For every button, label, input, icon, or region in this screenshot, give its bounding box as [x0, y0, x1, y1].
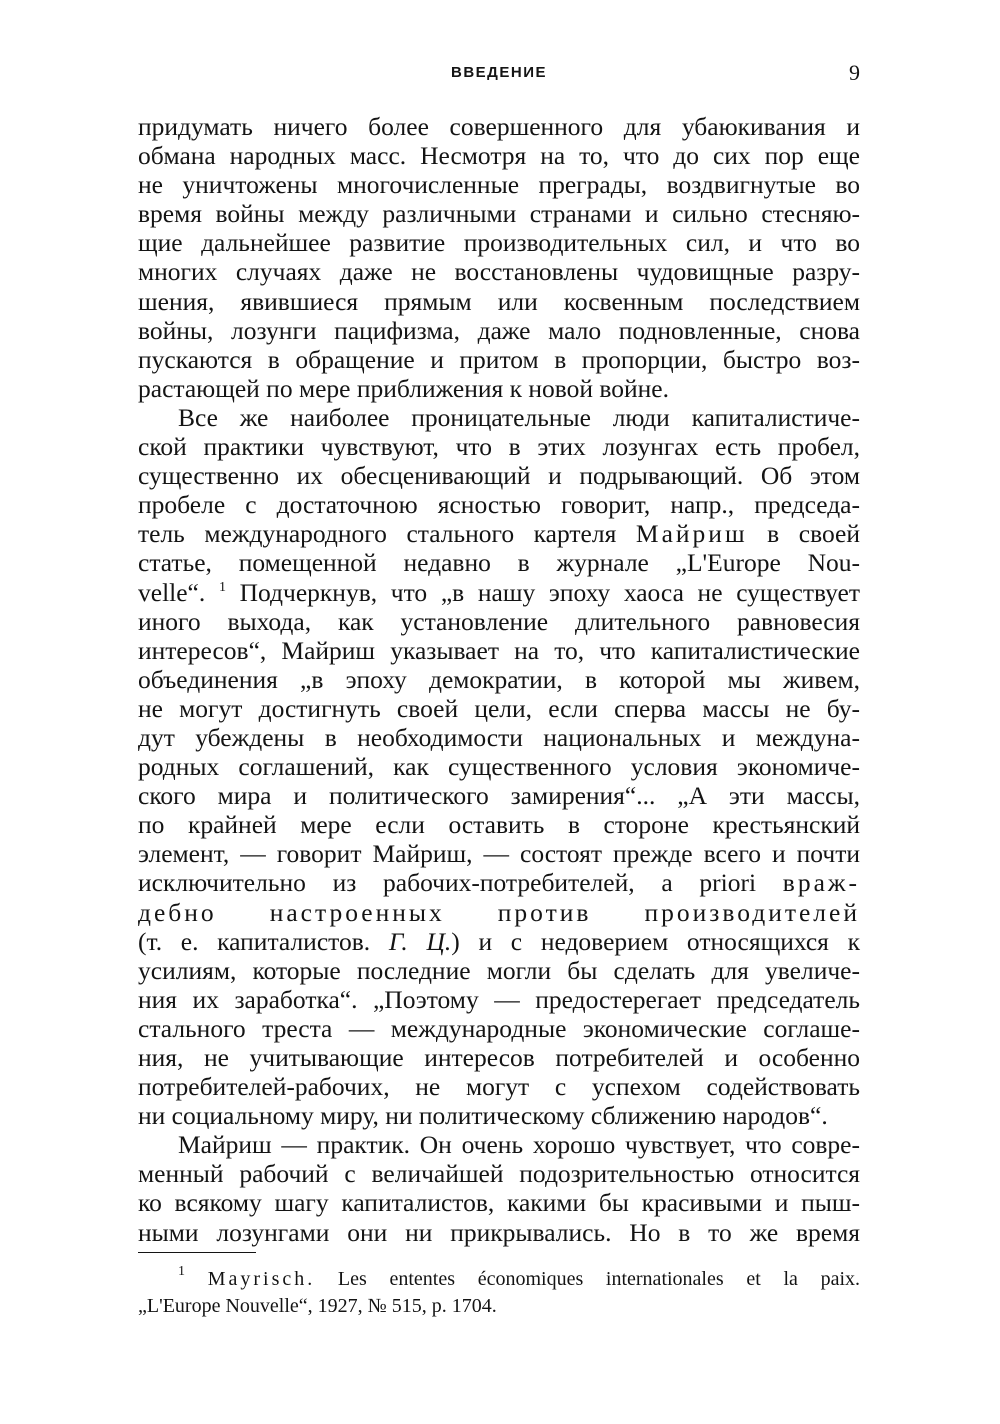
- text-line: шения, явившиеся прямым или косвенным последствием: [138, 286, 860, 316]
- text-line: [138, 578, 860, 607]
- text-line: пускаются в обращение и притом в пропорции, быстро воз-: [138, 344, 860, 374]
- text-line-spaced: дебно настроенных против производителей: [138, 897, 860, 927]
- text-segment: исключительно из рабочих-потребителей, а priori: [138, 868, 757, 898]
- text-line: ными лозунгами они ни прикрывались. Но в то же время: [138, 1217, 860, 1247]
- footnote-divider: [138, 1252, 256, 1253]
- text-line: ко всякому шагу капиталистов, какими бы красивыми и пыш-: [138, 1188, 860, 1218]
- spaced-emphasis: враж-: [782, 868, 860, 898]
- text-line: ния, не учитывающие интересов потребителей и особенно: [138, 1043, 860, 1072]
- text-line: стального треста — международные экономические соглаше-: [138, 1013, 860, 1043]
- text-line: родных соглашений, как существенного условия экономиче-: [138, 752, 860, 782]
- text-line: многих случаях даже не восстановлены чудовищные разру-: [138, 257, 860, 287]
- text-line: Майриш — практик. Он очень хорошо чувствует, что совре-: [178, 1130, 860, 1160]
- page-number: 9: [849, 60, 860, 85]
- text-segment: Подчеркнув, что „в нашу эпоху хаоса не существует: [239, 577, 861, 607]
- text-segment: ) и с недоверием относящихся к: [451, 926, 860, 956]
- text-line: [138, 868, 860, 897]
- text-line: [138, 927, 860, 956]
- text-line: щие дальнейшее развитие производительных сил, и что во: [138, 228, 860, 258]
- text-line: придумать ничего более совершенного для убаюкивания и: [138, 112, 860, 141]
- text-line: [138, 519, 860, 548]
- footnote-text: Les ententes économiques internationales et la paix.: [337, 1268, 861, 1290]
- text-line: пробеле с достаточною ясностью говорит, напр., председа-: [138, 490, 860, 520]
- footnote-line: „L'Europe Nouvelle“, 1927, № 515, p. 1704.: [138, 1295, 497, 1317]
- text-line: обмана народных масс. Несмотря на то, что до сих пор еще: [138, 141, 860, 171]
- text-line: ния их заработка“. „Поэтому — предостерегает председатель: [138, 984, 860, 1014]
- text-line: усилиям, которые последние могли бы сделать для увеличе-: [138, 955, 860, 985]
- text-line: потребителей-рабочих, не могут с успехом содействовать: [138, 1072, 860, 1102]
- footnote-reference[interactable]: 1: [218, 579, 226, 595]
- text-line: элемент, — говорит Майриш, — состоят прежде всего и почти: [138, 839, 860, 869]
- text-line: интересов“, Майриш указывает на то, что капиталистические: [138, 635, 860, 665]
- text-line: ской практики чувствуют, что в этих лозунгах есть пробел,: [138, 432, 860, 462]
- text-line: войны, лозунги пацифизма, даже мало подновленные, снова: [138, 315, 860, 345]
- body-text: [138, 112, 860, 1247]
- text-line: статье, помещенной недавно в журнале „L'Europe Nou-: [138, 548, 860, 578]
- text-segment: в своей: [767, 519, 860, 549]
- text-line: объединения „в эпоху демократии, в которой мы живем,: [138, 664, 860, 694]
- text-line: ни социальному миру, ни политическому сближению народов“.: [138, 1101, 828, 1131]
- text-line: дут убеждены в необходимости национальных и междуна-: [138, 722, 860, 752]
- footnote-line: [138, 1266, 860, 1293]
- text-line: по крайней мере если оставить в стороне крестьянский: [138, 810, 860, 840]
- chapter-title: ВВЕДЕНИЕ: [451, 64, 547, 81]
- text-line: не могут достигнуть своей цели, если сперва массы не бу-: [138, 693, 860, 723]
- running-header: [138, 60, 860, 90]
- text-line: Все же наиболее проницательные люди капиталистиче-: [178, 402, 860, 432]
- footnote-marker: 1: [178, 1264, 185, 1279]
- book-page: [138, 0, 860, 1424]
- text-line: ского мира и политического замирения“... „А эти массы,: [138, 781, 860, 811]
- text-line: растающей по мере приближения к новой войне.: [138, 373, 670, 403]
- text-line: время войны между различными странами и сильно стесняю-: [138, 199, 860, 229]
- footnote-author: Mayrisch.: [207, 1268, 316, 1290]
- footnote: [138, 1266, 860, 1320]
- text-segment: velle“.: [138, 577, 206, 607]
- text-segment: тель международного стального картеля: [138, 519, 617, 549]
- text-line: существенно их обесценивающий и подрывающий. Об этом: [138, 461, 860, 491]
- spaced-name: Майриш: [635, 519, 748, 549]
- text-line: не уничтожены многочисленные преграды, воздвигнутые во: [138, 170, 860, 200]
- text-segment: (т. е. капиталистов.: [138, 926, 371, 956]
- editor-initials: Г. Ц.: [388, 926, 452, 956]
- text-line: иного выхода, как установление длительного равновесия: [138, 606, 860, 636]
- text-line: менный рабочий с величайшей подозрительностью относится: [138, 1159, 860, 1189]
